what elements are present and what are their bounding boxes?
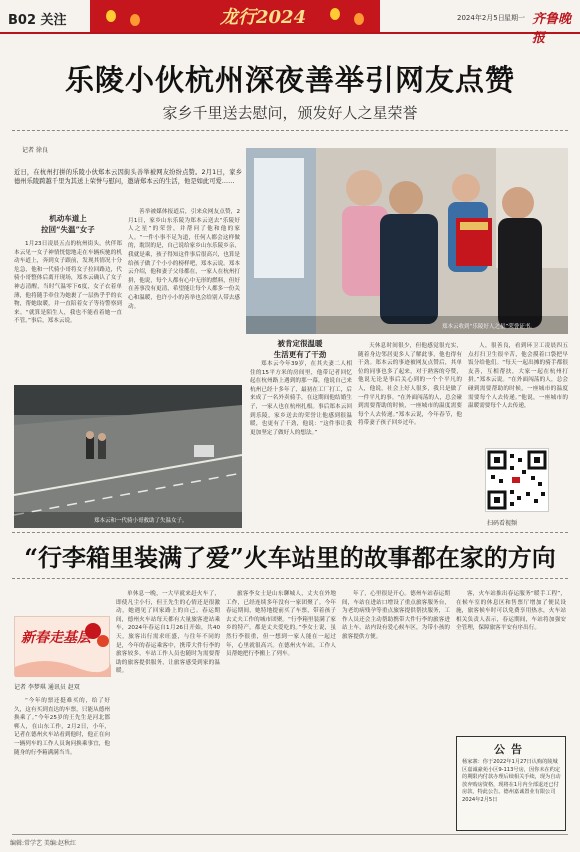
lantern-icon [330, 8, 340, 20]
story2-col2 [116, 590, 220, 830]
promo-graphic [14, 616, 110, 676]
street-photo-art [14, 385, 242, 528]
photo-caption: 郑本云收到“乐陵好人之星”荣誉证书。 [442, 324, 536, 330]
paragraph: 善举被媒体报道后，引来众网友点赞，2月1日，家乡山东乐陵为郑本云送去“乐陵好人之星”的荣誉，并帮问了他和他的家人。“一件小事不足为道，任何人都会这样做的，耽误的是，自己说给家乡山东乐陵乡亲，我就是乘，孩子得知这件事后很高兴，也算是给孩子做了个小小的榜样吧，郑本云说。郑本云介绍，他和妻子父母都在，一家人在杭州打拼，他说，每个人都有心中无形的燃料，但好在善事没有更清，希望能让每个人都多一份关心和温暖，也许小小的善举也会给别人带去感动。 [128, 209, 240, 310]
story2-col4 [342, 590, 450, 830]
paragraph: “今年的票还挺难买的，给了好久，这有买到直达的车票，只能从德州换乘了。”今年25岁的王先生是河北邯郸人，在山东工作，2月2日，小年，记者在德州火车站看到他时，他正在向一辆列车的工作人员询问换乘事宜，他随身的行李箱满满当当。 [14, 698, 110, 756]
story2-col3 [226, 590, 336, 830]
lantern-icon [106, 10, 116, 22]
story1-col2 [128, 208, 240, 376]
family-photo [246, 148, 568, 334]
story1-col4 [358, 342, 462, 532]
byline-story1: 记者 徐良 [22, 147, 48, 154]
paragraph: 旅客李女士是山东聊城人，丈夫在外地工作，已经连续多年没有一家团聚了。今年春运期间，她特地提前买了车票，带着孩子去丈夫工作的城市团聚。“行李箱里装满了家乡的特产，都是丈夫爱吃的。”李女士说，虽然行李很重，但一想到一家人能在一起过年，心里就很高兴。在德州火车站，工作人员帮她把行李搬上了列车。 [226, 591, 336, 658]
lantern-icon [354, 13, 364, 25]
paragraph: 客，火车站推出春运服务“暖手工程”，在候车室的休息区和售票厅增加了便民设施，旅客候车时可以免费享用热水，火车站相关负责人表示，春运期间，车站将加强安全管理，保障旅客平安有序出行。 [456, 591, 566, 632]
paragraph: 1月23日凌晨五点的杭州街头，伙伴郑本云见一女子神情恍惚地走在车辆疾驰的机动车道上，奔到女子跟前，发现其情况十分危急，他和一代骑小哥将女子拉回路边，代骑小哥整体后离开现场，郑本云确认了女子神志清醒，当时气温零下6度，女子衣着单薄，他将随手牵住为她裹了一层热乎乎的衣物，帮她取暖，并一直陪着女子等待警察到来。“就算是陌生人，我也不能看着她一直不管。”事后，郑本云说。 [14, 241, 122, 325]
paragraph: 人，很善良，看到环卫工凌晨四五点打扫卫生很辛苦，他会摸着口袋把早饭分给他们。“每天一起出摊的骑手都很友善，互相帮扶，大家一起在杭州打拼。”郑本云说。“在外面闯荡的人，总会碰到需要帮助的时候，一座城市的温度需要每个人去传递。”他说，一座城市的温暖需要每个人去传递， [468, 343, 568, 410]
headline-story1: 乐陵小伙杭州深夜善举引网友点赞 [64, 63, 515, 97]
editor-credit: 编辑:常学艺 美编:赵秋红 [10, 840, 76, 847]
street-photo [14, 385, 242, 528]
qr-code-art [486, 449, 548, 511]
lead-paragraph: 近日，在杭州打拼的乐陵小伙郑本云因街头善举被网友纷纷点赞。2月1日，家乡德州乐陵跨越千里为其送上荣誉与慰问，邀请郑本云的生活，他是如此可爱…… [14, 169, 242, 186]
promo-title: 新春走基层 [21, 630, 91, 646]
subhead-a: 机动车道上 拉回“失温”女子 [41, 214, 95, 234]
qr-code[interactable] [485, 448, 549, 512]
notice-box [456, 736, 566, 831]
paragraph: 天休息时间很少，但他感觉很充实，随着身边邻居更多人了解此事，他也得有干劲。郑本云的事迹被网友点赞后，其单位的同事也多了起来，对于熟客的夸赞，他说无论是事后关心到的一个个平凡的人，他说，社会上好人很多，我只是做了一件平凡的事。“在外面闯荡的人，总会碰到需要帮助的时候，一座城市的温度需要每个人去传递。”郑本云说，今年春节，他将带妻子孩子回乡过年。 [358, 343, 462, 427]
paragraph: 年了，心里很是开心。德州车站春运期间，车站在进站口增设了重点旅客服务台，为老幼病残孕等重点旅客提供帮扶服务，工作人员还会主动帮助携带大件行李的旅客进站上车，站内设有爱心候车区，为带小孩的旅客提供方便。 [342, 591, 450, 640]
story2-col1 [14, 697, 110, 831]
headline-story2: “行李箱里装满了爱”火车站里的故事都在家的方向 [24, 543, 556, 572]
page-header [0, 0, 580, 46]
footer-rule [12, 834, 568, 835]
story1-col3 [250, 360, 352, 532]
story2-col5 [456, 590, 566, 730]
paragraph: 郑本云今年39岁，在其夫妻二人相住的15平方米的房间里，他带记者回忆起在杭州路上遇到的那一幕，他说自己来杭州已经十多年了，最初在工厂打工，后来成了一名外卖骑手，在这期间他结婚生子，一家人也在杭州扎根。事后郑本云回到乐陵，家乡送去的荣誉让他感到很温暖，也更有了干劲，他说：“这件事让我更加坚定了做好人的想法。” [250, 361, 352, 436]
photo-caption: 郑本云和一代骑小哥救助了失温女子。 [94, 518, 188, 524]
lantern-icon [130, 14, 140, 26]
divider [12, 130, 568, 131]
issue-weekday: 星期一 [504, 14, 525, 22]
issue-date: 2024年2月5日 [457, 14, 505, 22]
byline-story2: 记者 李梦琪 通讯员 赵双 [14, 684, 80, 691]
divider [12, 532, 568, 533]
subhead-b: 被肯定很温暖 生活更有了干劲 [273, 339, 327, 359]
subheadline-story1: 家乡千里送去慰问，颁发好人之星荣誉 [162, 104, 418, 122]
divider [12, 578, 568, 579]
banner-title: 龙行2024 [220, 7, 307, 28]
paper-logo: 齐鲁晚报 [532, 12, 572, 46]
story1-col1 [14, 240, 122, 375]
section-label: B02 关注 [8, 13, 67, 28]
promo-art [15, 617, 111, 677]
qr-caption: 扫码看视频 [487, 520, 518, 527]
festival-banner [90, 0, 380, 32]
paragraph: 单休息一晚，一大早就来赶火车了，即使凡尘小行，但王先生的心情还是很激动，她遇见了回家路上的自己。春运期间，德州火车站每天都有大量旅客进站乘车，2024年春运自1月26日开始，共40天，旅客出行需求旺盛，与往年不同的是，今年的春运乘客中，携带大件行李的旅客较多，车站工作人员也随时为需要帮助的旅客提供服务，让旅客感受到家的温暖。 [116, 591, 220, 675]
story1-col5 [468, 342, 568, 442]
notice-title: 公告 [494, 743, 528, 756]
family-photo-art [246, 148, 568, 334]
notice-body: 杨家寨：你于2022年1月27日认购的陵城区嘉诚豪苑小区9-113号房，因你未在约定的期限内付款办理后续相关手续，现为自动放弃购房资格，现将在1月内全部退还已付房款，特此公告。德州嘉诚置业有限公司 2024年2月5日 [462, 759, 561, 803]
